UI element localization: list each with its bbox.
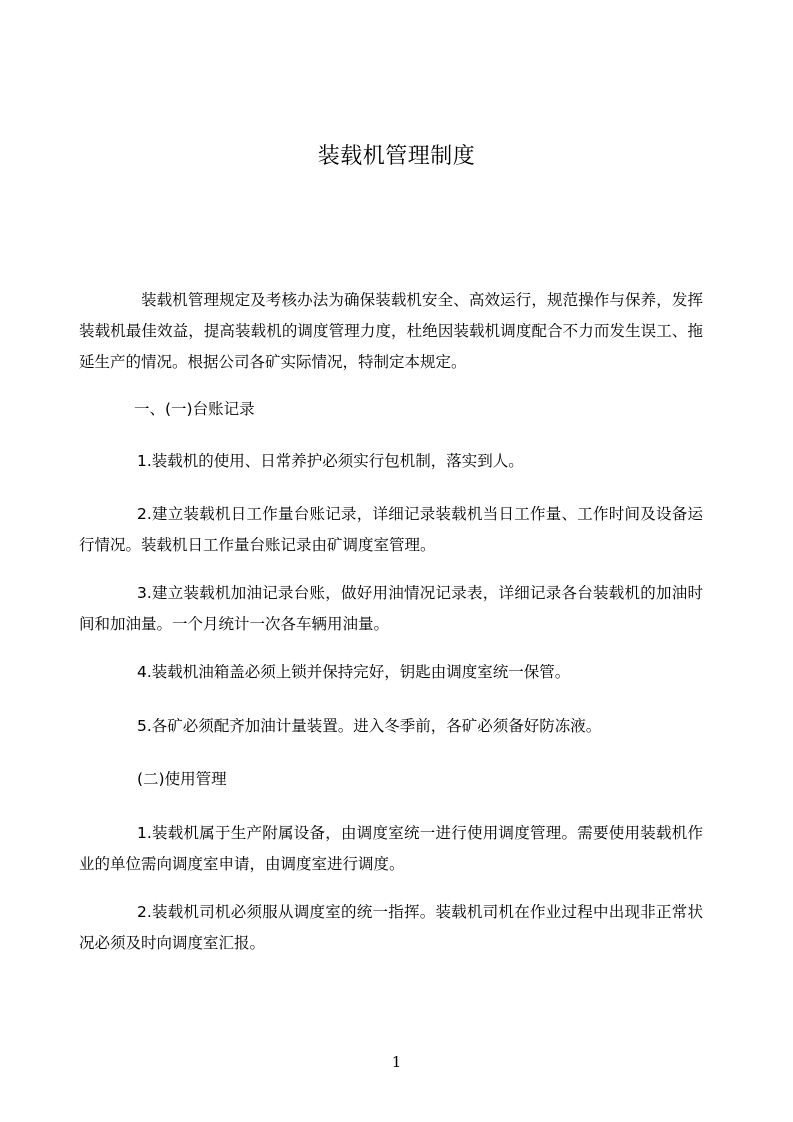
page-number: 1 [391,1053,402,1071]
item-1-5 [79,711,703,742]
section-1-heading: 一、(一)台账记录 [134,400,255,418]
section-heading-2 [79,764,703,795]
intro-paragraph [79,285,703,378]
section-heading-1 [79,394,703,425]
intro-text: 装载机管理规定及考核办法为确保装载机安全、高效运行，规范操作与保养，发挥装载机最佳效益，提高装载机的调度管理力度，杜绝因装载机调度配合不力而发生误工、拖延生产的情况。根据公司各矿实际情况，特制定本规定。 [79,291,703,371]
item-text: 1.装载机属于生产附属设备，由调度室统一进行使用调度管理。需要使用装载机作业的单位需向调度室申请，由调度室进行调度。 [79,824,703,873]
item-text: 1.装载机的使用、日常养护必须实行包机制，落实到人。 [137,452,524,470]
item-1-1 [79,446,703,477]
item-text: 2.建立装载机日工作量台账记录，详细记录装载机当日工作量、工作时间及设备运行情况。装载机日工作量台账记录由矿调度室管理。 [79,505,703,554]
item-2-2 [79,897,703,959]
item-2-1 [79,818,703,880]
item-1-4 [79,657,703,688]
item-text: 5.各矿必须配齐加油计量装置。进入冬季前，各矿必须备好防冻液。 [137,717,602,735]
section-2-heading: (二)使用管理 [137,770,227,788]
item-1-3 [79,578,703,640]
item-text: 4.装载机油箱盖必须上锁并保持完好，钥匙由调度室统一保管。 [137,663,571,681]
document-title: 装载机管理制度 [317,144,476,169]
item-text: 3.建立装载机加油记录台账，做好用油情况记录表，详细记录各台装载机的加油时间和加油量。一个月统计一次各车辆用油量。 [79,584,703,633]
item-text: 2.装载机司机必须服从调度室的统一指挥。装载机司机在作业过程中出现非正常状况必须及时向调度室汇报。 [79,903,703,952]
item-1-2 [79,499,703,561]
